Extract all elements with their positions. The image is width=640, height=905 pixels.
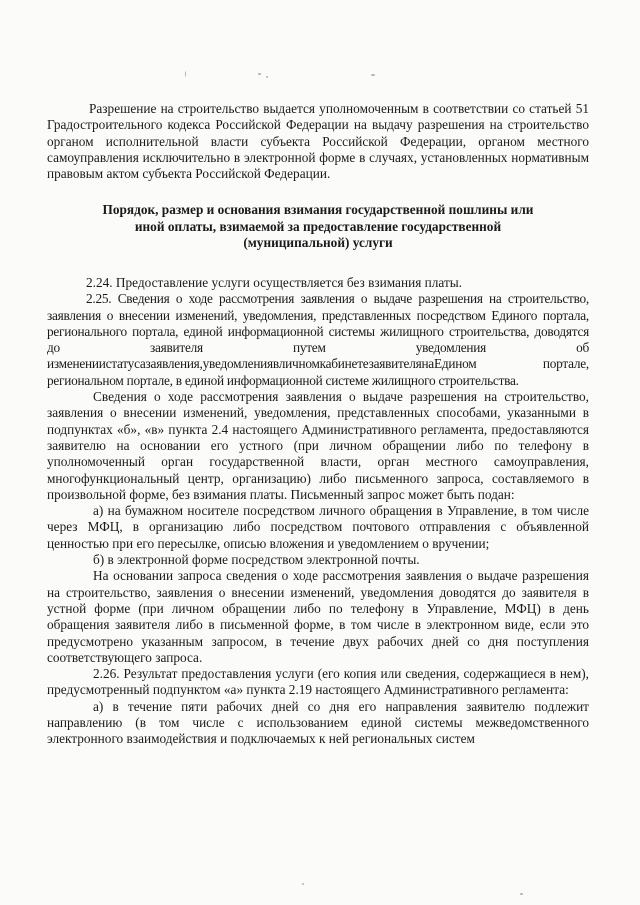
scan-speck bbox=[520, 893, 523, 895]
scan-speck bbox=[185, 71, 186, 77]
section-heading-line-2: иной оплаты, взимаемой за предоставление государственной bbox=[134, 218, 502, 234]
scan-speck bbox=[258, 73, 261, 75]
scan-speck bbox=[371, 74, 375, 76]
paragraph-item-b: б) в электронной форме посредством электронной почты. bbox=[93, 552, 420, 568]
document-body bbox=[47, 101, 589, 748]
paragraph-2-25-info: Сведения о ходе рассмотрения заявления о выдаче разрешения на строительство, заявления о внесении изменений, уведомления, представленных способами, указанными в подпунктах «б», «в» пункта 2.4 настоящего Административного регламента, предоставляются заявителю на основании его устного (при личном обращении либо по телефону в уполномоченный орган государственной власти, орган местного самоуправления, многофункциональный центр, организацию) либо письменного запроса, составляемого в произвольной форме, без взимания платы. Письменный запрос может быть подан: bbox=[47, 389, 589, 502]
paragraph-2-24: 2.24. Предоставление услуги осуществляется без взимания платы. bbox=[86, 274, 463, 290]
paragraph-2-25-request: На основании запроса сведения о ходе рассмотрения заявления о выдаче разрешения на строительство, заявления о внесении изменений, уведомления доводятся до заявителя в устной форме (при личном обращении либо по телефону в Управление, МФЦ) в день обращения заявителя либо в письменной форме, в том числе в электронном виде, если это предусмотрено указанным запросом, в течение двух рабочих дней со дня поступления соответствующего запроса. bbox=[47, 568, 589, 665]
section-heading bbox=[47, 202, 589, 252]
paragraph-item-a: а) на бумажном носителе посредством личного обращения в Управление, в том числе через МФЦ, в организацию либо посредством почтового отправления с объявленной ценностью при его пересылке, описью вложения и уведомлением о вручении; bbox=[47, 503, 589, 551]
paragraph-2-25: 2.25. Сведения о ходе рассмотрения заявления о выдаче разрешения на строительство, заявления о внесении изменений, уведомления, представленных посредством Единого портала, регионального портала, единой информационной системы жилищного строительства, доводятся до заявителя путем уведомления об изменениистатусазаявления,уведомлениявличномкабинетезаявителянаЕдином портале, региональном портале, в единой информационной системе жилищного строительства. bbox=[47, 291, 589, 388]
section-heading-line-3: (муниципальной) услуги bbox=[243, 235, 393, 251]
paragraph-construction-permit: Разрешение на строительство выдается уполномоченным в соответствии со статьей 51 Градостроительного кодекса Российской Федерации на выдачу разрешения на строительство органом исполнительной власти субъекта Российской Федерации, органом местного самоуправления исключительно в электронной форме в случаях, установленных нормативным правовым актом субъекта Российской Федерации. bbox=[47, 101, 589, 182]
paragraph-2-26-a: а) в течение пяти рабочих дней со дня его направления заявителю подлежит направлению (в том числе с использованием единой системы межведомственного электронного взаимодействия и подключаемых к ней региональных систем bbox=[47, 698, 589, 747]
scan-speck bbox=[302, 883, 304, 885]
scan-speck bbox=[266, 76, 268, 78]
section-heading-line-1: Порядок, размер и основания взимания государственной пошлины или bbox=[102, 202, 534, 218]
paragraph-2-26: 2.26. Результат предоставления услуги (его копия или сведения, содержащиеся в нем), предусмотренный подпунктом «а» пункта 2.19 настоящего Административного регламента: bbox=[47, 666, 589, 698]
